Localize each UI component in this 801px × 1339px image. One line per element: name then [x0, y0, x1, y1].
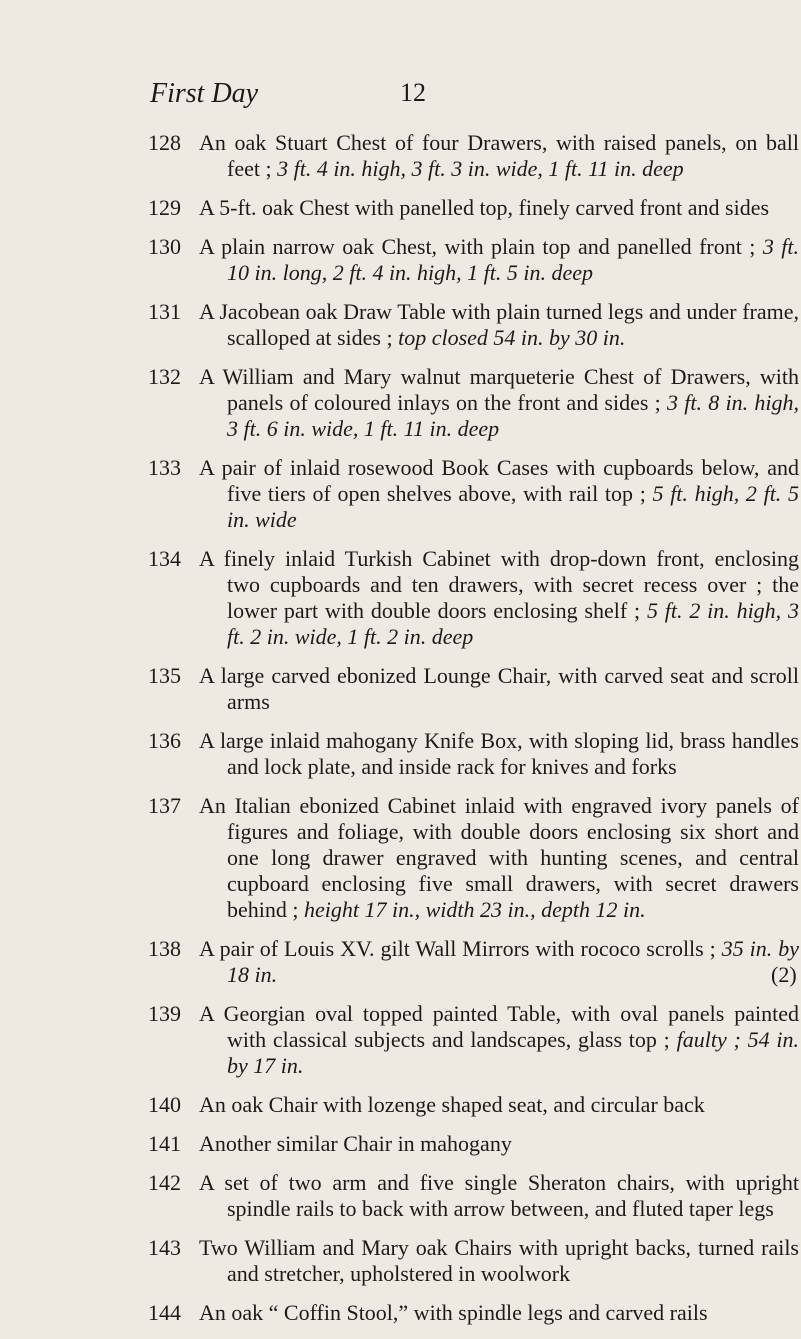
lot-description-text: A finely inlaid Turkish Cabinet with drop-down front, enclosing two cupboards and ten drawers, with secret recess over ; the lower part with double doors enclosing shelf ;	[199, 546, 799, 623]
lot-number: 136	[148, 728, 181, 753]
lot-description	[199, 1001, 799, 1079]
lot-entry	[0, 663, 801, 715]
lot-description	[199, 728, 799, 780]
lot-description	[199, 1092, 799, 1118]
lot-number: 144	[148, 1300, 181, 1325]
lot-description-text: Two William and Mary oak Chairs with upright backs, turned rails and stretcher, upholstered in woolwork	[199, 1235, 799, 1286]
lot-entry	[0, 1300, 801, 1326]
lot-dimensions: 35 in. by 18 in.	[227, 936, 799, 987]
lot-description	[199, 1235, 799, 1287]
day-heading: First Day	[150, 78, 259, 109]
lot-list	[0, 130, 801, 1339]
lot-dimensions: 5 ft. 2 in. high, 3 ft. 2 in. wide, 1 ft. 2 in. deep	[227, 598, 800, 649]
lot-number: 143	[148, 1235, 181, 1260]
page-number: 12	[400, 78, 426, 107]
lot-dimensions: 3 ft. 4 in. high, 3 ft. 3 in. wide, 1 ft. 11 in. deep	[277, 156, 684, 181]
lot-entry	[0, 455, 801, 533]
lot-entry	[0, 936, 801, 988]
lot-description-text: A large carved ebonized Lounge Chair, with carved seat and scroll arms	[199, 663, 799, 714]
lot-description	[199, 195, 799, 221]
lot-description	[199, 793, 799, 923]
lot-entry	[0, 364, 801, 442]
lot-description	[199, 1131, 799, 1157]
lot-description-text: An oak “ Coffin Stool,” with spindle legs and carved rails	[199, 1300, 708, 1325]
lot-entry	[0, 299, 801, 351]
lot-description	[199, 364, 799, 442]
lot-number: 139	[148, 1001, 181, 1026]
lot-description-text: A plain narrow oak Chest, with plain top and panelled front ;	[199, 234, 756, 259]
lot-number: 137	[148, 793, 181, 818]
lot-entry	[0, 1131, 801, 1157]
lot-number: 142	[148, 1170, 181, 1195]
lot-number: 135	[148, 663, 181, 688]
lot-number: 128	[148, 130, 181, 155]
lot-dimensions: 3 ft. 8 in. high, 3 ft. 6 in. wide, 1 ft. 11 in. deep	[227, 390, 799, 441]
lot-entry	[0, 546, 801, 650]
lot-description-text: A William and Mary walnut marqueterie Chest of Drawers, with panels of coloured inlays on the front and sides ;	[199, 364, 799, 415]
lot-description: A pair of Louis XV. gilt Wall Mirrors with rococo scrolls ; 35 in. by 18 in. (2)	[199, 936, 799, 987]
lot-description	[199, 1300, 799, 1326]
lot-number: 134	[148, 546, 181, 571]
lot-description-text: An Italian ebonized Cabinet inlaid with engraved ivory panels of figures and foliage, with double doors enclosing six short and one long drawer engraved with hunting scenes, and central cupboard enclosing five small drawers, with secret drawers behind ;	[199, 793, 799, 922]
lot-number: 131	[148, 299, 181, 324]
lot-description-text: An oak Chair with lozenge shaped seat, and circular back	[199, 1092, 705, 1117]
lot-description-text: A 5-ft. oak Chest with panelled top, finely carved front and sides	[199, 195, 770, 220]
lot-description-text: Another similar Chair in mahogany	[199, 1131, 512, 1156]
lot-description-text: A pair of inlaid rosewood Book Cases with cupboards below, and five tiers of open shelves above, with rail top ;	[199, 455, 799, 506]
lot-number: 133	[148, 455, 181, 480]
lot-dimensions: faulty ; 54 in. by 17 in.	[227, 1027, 800, 1078]
lot-number: 129	[148, 195, 181, 220]
lot-description	[199, 1170, 799, 1222]
lot-description-text: A pair of Louis XV. gilt Wall Mirrors with rococo scrolls ;	[199, 936, 716, 961]
lot-description	[199, 299, 799, 351]
lot-description	[199, 546, 799, 650]
lot-number: 130	[148, 234, 181, 259]
lot-entry	[0, 1092, 801, 1118]
lot-description	[199, 234, 799, 286]
lot-entry	[0, 1170, 801, 1222]
lot-description	[199, 130, 799, 182]
lot-number: 132	[148, 364, 181, 389]
lot-entry	[0, 130, 801, 182]
lot-dimensions: top closed 54 in. by 30 in.	[398, 325, 626, 350]
lot-dimensions: 3 ft. 10 in. long, 2 ft. 4 in. high, 1 ft. 5 in. deep	[227, 234, 800, 285]
lot-number: 138	[148, 936, 181, 961]
lot-entry	[0, 195, 801, 221]
lot-dimensions: height 17 in., width 23 in., depth 12 in.	[304, 897, 646, 922]
lot-description-text: A Georgian oval topped painted Table, with oval panels painted with classical subjects and landscapes, glass top ;	[199, 1001, 799, 1052]
page-header	[150, 78, 770, 118]
lot-description-text: A large inlaid mahogany Knife Box, with sloping lid, brass handles and lock plate, and inside rack for knives and forks	[199, 728, 799, 779]
lot-entry	[0, 1235, 801, 1287]
lot-entry	[0, 728, 801, 780]
lot-number: 140	[148, 1092, 181, 1117]
lot-entry	[0, 793, 801, 923]
lot-description	[199, 455, 799, 533]
lot-description-text: A Jacobean oak Draw Table with plain turned legs and under frame, scalloped at sides ;	[199, 299, 799, 350]
lot-description-text: A set of two arm and five single Sheraton chairs, with upright spindle rails to back with arrow between, and fluted taper legs	[199, 1170, 799, 1221]
lot-description	[199, 663, 799, 715]
lot-entry	[0, 1001, 801, 1079]
lot-description-text: An oak Stuart Chest of four Drawers, with raised panels, on ball feet ;	[199, 130, 799, 181]
lot-entry	[0, 234, 801, 286]
lot-number: 141	[148, 1131, 181, 1156]
lot-dimensions: 5 ft. high, 2 ft. 5 in. wide	[227, 481, 799, 532]
